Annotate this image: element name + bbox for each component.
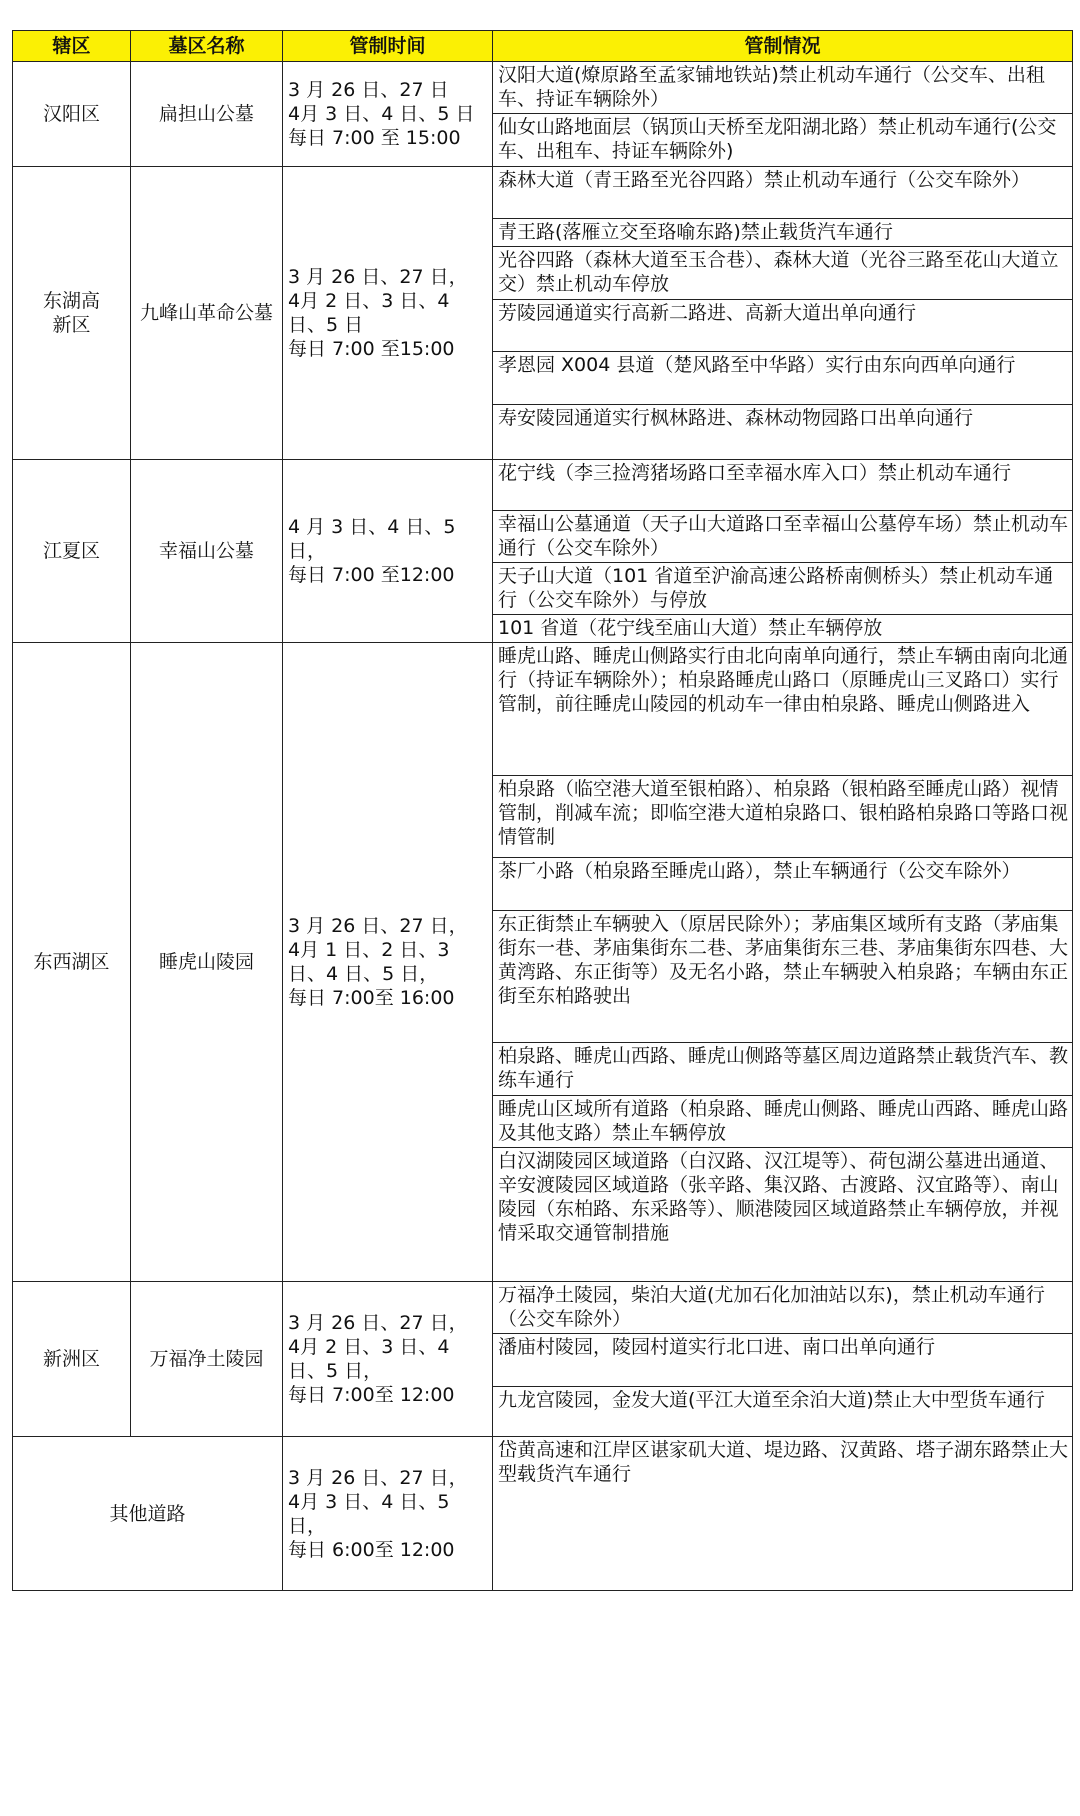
control-cell: 九龙宫陵园，金发大道(平江大道至余泊大道)禁止大中型货车通行	[493, 1387, 1073, 1437]
control-cell: 幸福山公墓通道（天子山大道路口至幸福山公墓停车场）禁止机动车通行（公交车除外）	[493, 511, 1073, 563]
control-cell: 森林大道（青王路至光谷四路）禁止机动车通行（公交车除外）	[493, 167, 1073, 219]
control-cell: 汉阳大道(燎原路至孟家铺地铁站)禁止机动车通行（公交车、出租车、持证车辆除外）	[493, 62, 1073, 114]
district-cell: 东湖高 新区	[13, 167, 131, 460]
control-cell: 睡虎山路、睡虎山侧路实行由北向南单向通行，禁止车辆由南向北通行（持证车辆除外）；柏泉路睡虎山路口（原睡虎山三叉路口）实行管制，前往睡虎山陵园的机动车一律由柏泉路、睡虎山侧路进入	[493, 643, 1073, 776]
district-cell: 江夏区	[13, 460, 131, 643]
table-row	[13, 1282, 1073, 1334]
table-row	[13, 643, 1073, 776]
header-row	[13, 31, 1073, 62]
control-cell: 101 省道（花宁线至庙山大道）禁止车辆停放	[493, 615, 1073, 643]
control-cell: 孝恩园 X004 县道（楚风路至中华路）实行由东向西单向通行	[493, 352, 1073, 405]
control-cell: 茶厂小路（柏泉路至睡虎山路），禁止车辆通行（公交车除外）	[493, 858, 1073, 911]
cemetery-cell: 幸福山公墓	[131, 460, 283, 643]
time-cell: 3 月 26 日、27 日， 4月 3 日、4 日、5 日， 每日 6:00至 12:00	[283, 1437, 493, 1591]
header-time: 管制时间	[283, 31, 493, 62]
time-cell: 3 月 26 日、27 日， 4月 2 日、3 日、4 日、5 日 每日 7:00 至15:00	[283, 167, 493, 460]
table-row	[13, 460, 1073, 511]
control-cell: 万福净土陵园，柴泊大道(尤加石化加油站以东)，禁止机动车通行（公交车除外）	[493, 1282, 1073, 1334]
cemetery-cell: 扁担山公墓	[131, 62, 283, 167]
header-control: 管制情况	[493, 31, 1073, 62]
control-cell: 睡虎山区域所有道路（柏泉路、睡虎山侧路、睡虎山西路、睡虎山路及其他支路）禁止车辆停放	[493, 1096, 1073, 1148]
table-body	[13, 62, 1073, 1591]
district-cell: 新洲区	[13, 1282, 131, 1437]
cemetery-cell: 睡虎山陵园	[131, 643, 283, 1282]
time-cell: 3 月 26 日、27 日， 4月 2 日、3 日、4 日、5 日， 每日 7:00至 12:00	[283, 1282, 493, 1437]
control-cell: 光谷四路（森林大道至玉合巷）、森林大道（光谷三路至花山大道立交）禁止机动车停放	[493, 247, 1073, 300]
control-cell: 芳陵园通道实行高新二路进、高新大道出单向通行	[493, 300, 1073, 352]
control-cell: 东正街禁止车辆驶入（原居民除外）；茅庙集区域所有支路（茅庙集街东一巷、茅庙集街东二巷、茅庙集街东三巷、茅庙集街东四巷、大黄湾路、东正街等）及无名小路，禁止车辆驶入柏泉路；车辆由东正街至东柏路驶出	[493, 911, 1073, 1043]
control-cell: 岱黄高速和江岸区谌家矶大道、堤边路、汉黄路、塔子湖东路禁止大型载货汽车通行	[493, 1437, 1073, 1591]
control-cell: 花宁线（李三捡湾猪场路口至幸福水库入口）禁止机动车通行	[493, 460, 1073, 511]
control-cell: 天子山大道（101 省道至沪渝高速公路桥南侧桥头）禁止机动车通行（公交车除外）与停放	[493, 563, 1073, 615]
control-cell: 寿安陵园通道实行枫林路进、森林动物园路口出单向通行	[493, 405, 1073, 460]
control-cell: 仙女山路地面层（锅顶山天桥至龙阳湖北路）禁止机动车通行(公交车、出租车、持证车辆除外)	[493, 114, 1073, 167]
control-cell: 白汉湖陵园区域道路（白汉路、汉江堤等）、荷包湖公墓进出通道、辛安渡陵园区域道路（张辛路、集汉路、古渡路、汉宜路等）、南山陵园（东柏路、东采路等）、顺港陵园区域道路禁止车辆停放，并视情采取交通管制措施	[493, 1148, 1073, 1282]
control-cell: 柏泉路（临空港大道至银柏路）、柏泉路（银柏路至睡虎山路）视情管制，削减车流；即临空港大道柏泉路口、银柏路柏泉路口等路口视情管制	[493, 776, 1073, 858]
time-cell: 4 月 3 日、4 日、5日， 每日 7:00 至12:00	[283, 460, 493, 643]
table-row	[13, 1437, 1073, 1591]
cemetery-cell: 万福净土陵园	[131, 1282, 283, 1437]
control-cell: 柏泉路、睡虎山西路、睡虎山侧路等墓区周边道路禁止载货汽车、教练车通行	[493, 1043, 1073, 1096]
header-cemetery: 墓区名称	[131, 31, 283, 62]
time-cell: 3 月 26 日、27 日 4月 3 日、4 日、5 日 每日 7:00 至 15:00	[283, 62, 493, 167]
header-district: 辖区	[13, 31, 131, 62]
traffic-control-table	[12, 30, 1073, 1591]
table-row	[13, 62, 1073, 114]
control-cell: 潘庙村陵园，陵园村道实行北口进、南口出单向通行	[493, 1334, 1073, 1387]
district-cell: 汉阳区	[13, 62, 131, 167]
other-roads-label: 其他道路	[13, 1437, 283, 1591]
control-cell: 青王路(落雁立交至珞喻东路)禁止载货汽车通行	[493, 219, 1073, 247]
table-row	[13, 167, 1073, 219]
time-cell: 3 月 26 日、27 日， 4月 1 日、2 日、3 日、4 日、5 日， 每日 7:00至 16:00	[283, 643, 493, 1282]
cemetery-cell: 九峰山革命公墓	[131, 167, 283, 460]
district-cell: 东西湖区	[13, 643, 131, 1282]
